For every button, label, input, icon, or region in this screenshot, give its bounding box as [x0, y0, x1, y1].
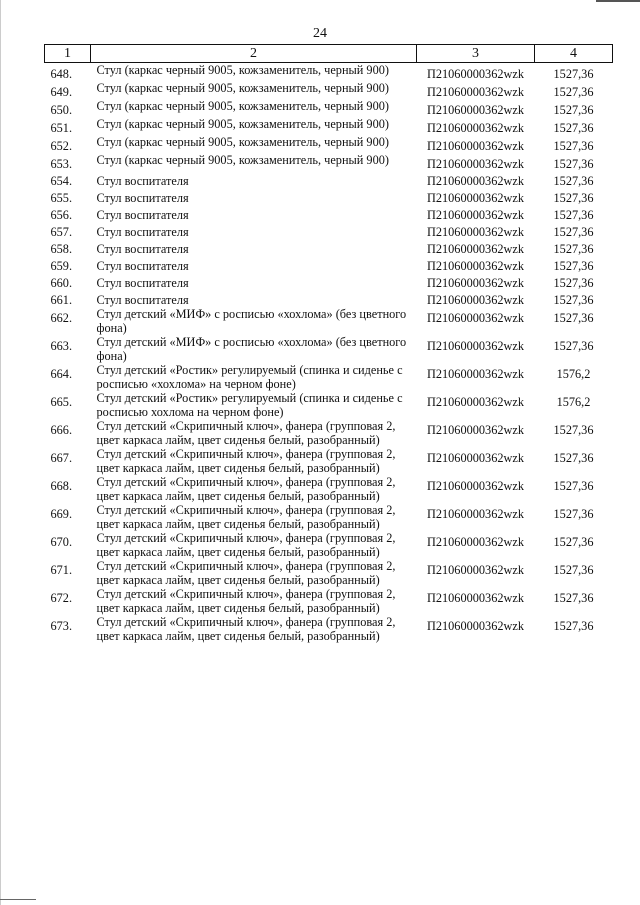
- row-number: 672.: [50, 591, 73, 605]
- row-number: 673.: [50, 619, 73, 633]
- table-row: [45, 135, 613, 153]
- item-name: Стул воспитателя: [96, 293, 189, 307]
- row-number: 666.: [50, 423, 73, 437]
- item-name: Стул детский «Скрипичный ключ», фанера (групповая 2, цвет каркаса лайм, цвет сиденья белый, разобранный): [96, 447, 396, 475]
- item-price: 1576,2: [556, 395, 591, 409]
- row-number: 652.: [50, 139, 73, 153]
- table-row: [45, 531, 613, 559]
- row-number: 650.: [50, 103, 73, 117]
- inventory-code: П21060000362wzk: [426, 293, 524, 307]
- inventory-code: П21060000362wzk: [426, 259, 524, 273]
- item-price: 1527,36: [553, 276, 594, 290]
- inventory-code: П21060000362wzk: [426, 395, 524, 409]
- item-name: Стул детский «Ростик» регулируемый (спинка и сиденье с росписью хохлома на черном фоне): [96, 391, 403, 419]
- table-row: [45, 188, 613, 205]
- item-price: 1527,36: [553, 619, 594, 633]
- row-number: 661.: [50, 293, 73, 307]
- item-name: Стул воспитателя: [96, 276, 189, 290]
- item-name: Стул детский «Скрипичный ключ», фанера (групповая 2, цвет каркаса лайм, цвет сиденья белый, разобранный): [96, 475, 396, 503]
- inventory-code: П21060000362wzk: [426, 121, 524, 135]
- item-name: Стул (каркас черный 9005, кожзаменитель, черный 900): [96, 153, 389, 167]
- scan-corner-mark: [596, 0, 640, 2]
- item-name: Стул детский «МИФ» с росписью «хохлома» (без цветного фона): [96, 307, 407, 335]
- row-number: 663.: [50, 339, 73, 353]
- row-number: 653.: [50, 157, 73, 171]
- item-price: 1576,2: [556, 367, 591, 381]
- table-row: [45, 307, 613, 335]
- table-header: [45, 45, 613, 63]
- row-number: 656.: [50, 208, 73, 222]
- item-price: 1527,36: [553, 535, 594, 549]
- table-row: [45, 239, 613, 256]
- row-number: 658.: [50, 242, 73, 256]
- inventory-code: П21060000362wzk: [426, 139, 524, 153]
- table-row: [45, 273, 613, 290]
- table-body: [45, 63, 613, 644]
- item-name: Стул (каркас черный 9005, кожзаменитель, черный 900): [96, 117, 389, 131]
- inventory-code: П21060000362wzk: [426, 563, 524, 577]
- row-number: 651.: [50, 121, 73, 135]
- table-row: [45, 615, 613, 643]
- header-col-3: 3: [417, 45, 535, 63]
- item-price: 1527,36: [553, 103, 594, 117]
- table-row: [45, 99, 613, 117]
- header-col-2: 2: [91, 45, 417, 63]
- item-name: Стул детский «МИФ» с росписью «хохлома» (без цветного фона): [96, 335, 407, 363]
- header-col-4: 4: [535, 45, 613, 63]
- inventory-code: П21060000362wzk: [426, 479, 524, 493]
- item-name: Стул детский «Скрипичный ключ», фанера (групповая 2, цвет каркаса лайм, цвет сиденья белый, разобранный): [96, 419, 396, 447]
- item-price: 1527,36: [553, 242, 594, 256]
- item-price: 1527,36: [553, 121, 594, 135]
- row-number: 649.: [50, 85, 73, 99]
- table-row: [45, 447, 613, 475]
- table-row: [45, 117, 613, 135]
- item-price: 1527,36: [553, 311, 594, 325]
- inventory-code: П21060000362wzk: [426, 276, 524, 290]
- table-row: [45, 153, 613, 171]
- item-name: Стул (каркас черный 9005, кожзаменитель, черный 900): [96, 81, 389, 95]
- row-number: 664.: [50, 367, 73, 381]
- item-name: Стул воспитателя: [96, 191, 189, 205]
- item-name: Стул (каркас черный 9005, кожзаменитель, черный 900): [96, 135, 389, 149]
- item-price: 1527,36: [553, 139, 594, 153]
- item-price: 1527,36: [553, 225, 594, 239]
- item-price: 1527,36: [553, 259, 594, 273]
- table-row: [45, 256, 613, 273]
- table-row: [45, 559, 613, 587]
- inventory-code: П21060000362wzk: [426, 507, 524, 521]
- item-price: 1527,36: [553, 85, 594, 99]
- item-name: Стул воспитателя: [96, 259, 189, 273]
- item-price: 1527,36: [553, 67, 594, 81]
- inventory-code: П21060000362wzk: [426, 225, 524, 239]
- item-price: 1527,36: [553, 191, 594, 205]
- row-number: 660.: [50, 276, 73, 290]
- row-number: 662.: [50, 311, 73, 325]
- item-name: Стул (каркас черный 9005, кожзаменитель, черный 900): [96, 99, 389, 113]
- table-row: [45, 222, 613, 239]
- row-number: 665.: [50, 395, 73, 409]
- row-number: 667.: [50, 451, 73, 465]
- table-row: [45, 81, 613, 99]
- table-row: [45, 335, 613, 363]
- scan-edge-line: [0, 0, 1, 905]
- row-number: 671.: [50, 563, 73, 577]
- row-number: 657.: [50, 225, 73, 239]
- inventory-code: П21060000362wzk: [426, 103, 524, 117]
- item-name: Стул детский «Скрипичный ключ», фанера (групповая 2, цвет каркаса лайм, цвет сиденья белый, разобранный): [96, 531, 396, 559]
- item-name: Стул воспитателя: [96, 242, 189, 256]
- inventory-code: П21060000362wzk: [426, 242, 524, 256]
- item-price: 1527,36: [553, 507, 594, 521]
- inventory-code: П21060000362wzk: [426, 157, 524, 171]
- inventory-code: П21060000362wzk: [426, 619, 524, 633]
- inventory-code: П21060000362wzk: [426, 85, 524, 99]
- item-name: Стул детский «Скрипичный ключ», фанера (групповая 2, цвет каркаса лайм, цвет сиденья белый, разобранный): [96, 587, 396, 615]
- item-name: Стул детский «Скрипичный ключ», фанера (групповая 2, цвет каркаса лайм, цвет сиденья белый, разобранный): [96, 615, 396, 643]
- item-name: Стул воспитателя: [96, 208, 189, 222]
- header-col-1: 1: [45, 45, 91, 63]
- inventory-code: П21060000362wzk: [426, 423, 524, 437]
- inventory-code: П21060000362wzk: [426, 208, 524, 222]
- table-row: [45, 290, 613, 307]
- item-price: 1527,36: [553, 563, 594, 577]
- table-row: [45, 419, 613, 447]
- item-price: 1527,36: [553, 339, 594, 353]
- table-row: [45, 587, 613, 615]
- item-name: Стул детский «Скрипичный ключ», фанера (групповая 2, цвет каркаса лайм, цвет сиденья белый, разобранный): [96, 559, 396, 587]
- item-price: 1527,36: [553, 157, 594, 171]
- item-price: 1527,36: [553, 423, 594, 437]
- item-name: Стул воспитателя: [96, 225, 189, 239]
- inventory-code: П21060000362wzk: [426, 451, 524, 465]
- table-row: [45, 391, 613, 419]
- inventory-code: П21060000362wzk: [426, 591, 524, 605]
- item-price: 1527,36: [553, 591, 594, 605]
- inventory-code: П21060000362wzk: [426, 174, 524, 188]
- row-number: 669.: [50, 507, 73, 521]
- item-price: 1527,36: [553, 293, 594, 307]
- row-number: 654.: [50, 174, 73, 188]
- row-number: 670.: [50, 535, 73, 549]
- row-number: 648.: [50, 67, 73, 81]
- item-price: 1527,36: [553, 479, 594, 493]
- table-row: [45, 63, 613, 82]
- table-row: [45, 475, 613, 503]
- header-row: [45, 45, 613, 63]
- item-name: Стул (каркас черный 9005, кожзаменитель, черный 900): [96, 63, 389, 77]
- inventory-code: П21060000362wzk: [426, 191, 524, 205]
- inventory-code: П21060000362wzk: [426, 339, 524, 353]
- table-row: [45, 171, 613, 188]
- row-number: 655.: [50, 191, 73, 205]
- inventory-code: П21060000362wzk: [426, 535, 524, 549]
- item-name: Стул детский «Скрипичный ключ», фанера (групповая 2, цвет каркаса лайм, цвет сиденья белый, разобранный): [96, 503, 396, 531]
- row-number: 659.: [50, 259, 73, 273]
- item-price: 1527,36: [553, 451, 594, 465]
- item-price: 1527,36: [553, 174, 594, 188]
- item-name: Стул воспитателя: [96, 174, 189, 188]
- item-price: 1527,36: [553, 208, 594, 222]
- table-row: [45, 363, 613, 391]
- inventory-code: П21060000362wzk: [426, 367, 524, 381]
- scan-bottom-mark: [0, 899, 36, 900]
- inventory-code: П21060000362wzk: [426, 67, 524, 81]
- table-row: [45, 503, 613, 531]
- item-name: Стул детский «Ростик» регулируемый (спинка и сиденье с росписью «хохлома» на черном фоне): [96, 363, 403, 391]
- inventory-table: [44, 44, 613, 643]
- table-row: [45, 205, 613, 222]
- inventory-code: П21060000362wzk: [426, 311, 524, 325]
- page-number: 24: [313, 26, 327, 41]
- row-number: 668.: [50, 479, 73, 493]
